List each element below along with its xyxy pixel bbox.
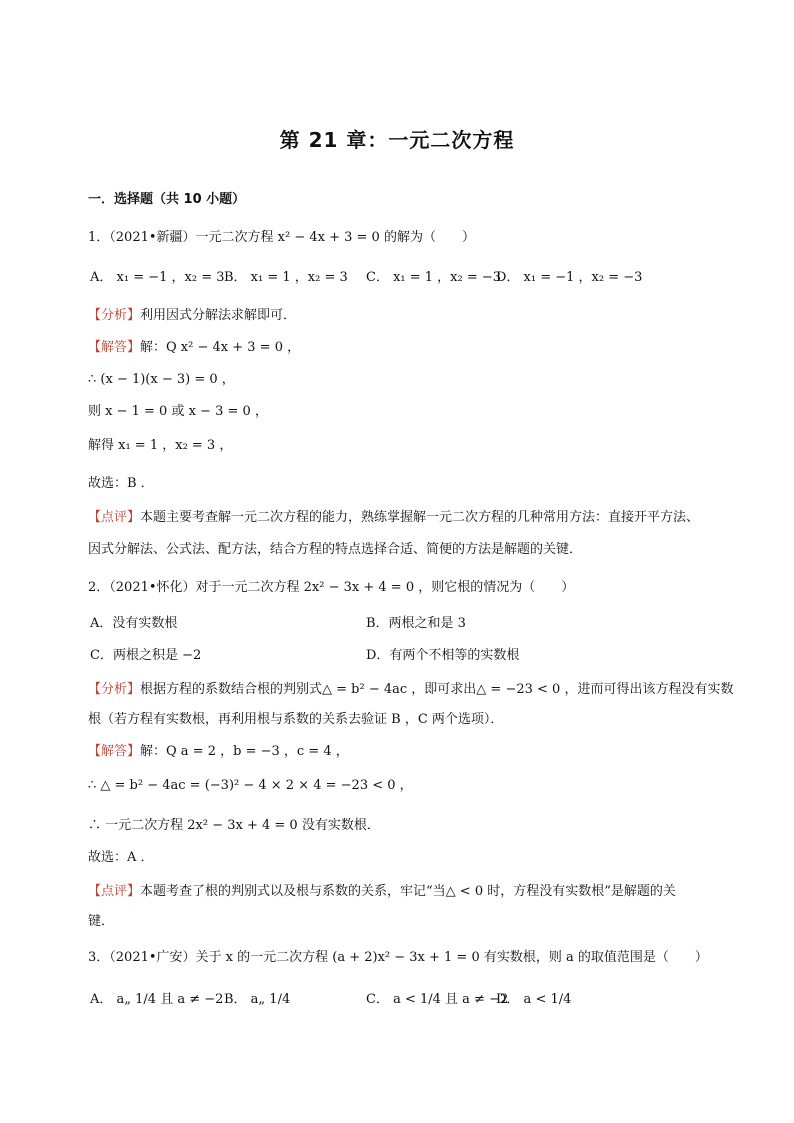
question-1-solution bbox=[88, 336, 300, 355]
review-line: 因式分解法、公式法、配方法，结合方程的特点选择合适、简便的方法是解题的关键． bbox=[88, 542, 583, 557]
section-heading: 一．选择题（共 10 小题） bbox=[88, 192, 246, 207]
analysis-tag: 【分析】 bbox=[88, 682, 141, 697]
question-1-option-b: B． x₁ = 1 ，x₂ = 3 bbox=[224, 270, 348, 285]
question-1-analysis bbox=[88, 304, 296, 323]
question-1-option-d: D． x₁ = −1 ，x₂ = −3 bbox=[496, 270, 643, 285]
solution-line: 故选：B ． bbox=[88, 476, 154, 491]
question-3-option-b: B． a„ 1/4 bbox=[224, 992, 291, 1007]
review-line: 本题主要考查解一元二次方程的能力，熟练掌握解一元二次方程的几种常用方法：直接开平方法、 bbox=[140, 510, 700, 525]
review-tag: 【点评】 bbox=[88, 510, 141, 525]
solution-line: 则 x − 1 = 0 或 x − 3 = 0 ， bbox=[88, 404, 268, 419]
analysis-text: 利用因式分解法求解即可． bbox=[140, 308, 297, 323]
page-title: 第 21 章：一元二次方程 bbox=[279, 128, 515, 152]
review-line: 键． bbox=[88, 914, 115, 929]
question-3-option-a: A． a„ 1/4 且 a ≠ −2 bbox=[90, 992, 224, 1007]
solution-line: ∴ 一元二次方程 2x² − 3x + 4 = 0 没有实数根． bbox=[88, 818, 380, 833]
question-2-option-c: C．两根之积是 −2 bbox=[90, 648, 202, 663]
question-3-stem: 3．（2021•广安）关于 x 的一元二次方程 (a + 2)x² − 3x + 1 = 0 有实数根，则 a 的取值范围是（ ） bbox=[88, 950, 708, 965]
analysis-line: 根据方程的系数结合根的判别式△ = b² − 4ac ，即可求出△ = −23 < 0 ，进而可得出该方程没有实数 bbox=[140, 682, 734, 697]
solution-line: 解：Q a = 2 ，b = −3 ，c = 4 ， bbox=[140, 744, 349, 759]
solution-tag: 【解答】 bbox=[88, 340, 141, 355]
solution-line: 解得 x₁ = 1 ，x₂ = 3 ， bbox=[88, 438, 233, 453]
solution-tag: 【解答】 bbox=[88, 744, 141, 759]
analysis-tag: 【分析】 bbox=[88, 308, 141, 323]
analysis-line: 根（若方程有实数根，再利用根与系数的关系去验证 B ，C 两个选项）． bbox=[88, 712, 504, 727]
question-1-review bbox=[88, 506, 699, 525]
question-2-analysis bbox=[88, 678, 733, 697]
question-2-option-b: B．两根之和是 3 bbox=[366, 616, 466, 631]
question-1-option-a: A． x₁ = −1 ，x₂ = 3 bbox=[90, 270, 225, 285]
question-2-review bbox=[88, 880, 676, 899]
question-2-solution bbox=[88, 740, 349, 759]
question-3-option-c: C． a < 1/4 且 a ≠ −2 bbox=[366, 992, 509, 1007]
question-1-stem: 1．（2021•新疆）一元二次方程 x² − 4x + 3 = 0 的解为（ ） bbox=[88, 230, 475, 245]
question-2-option-a: A．没有实数根 bbox=[90, 616, 178, 631]
question-3-option-d: D． a < 1/4 bbox=[496, 992, 572, 1007]
solution-line: 解：Q x² − 4x + 3 = 0 ， bbox=[140, 340, 301, 355]
review-line: 本题考查了根的判别式以及根与系数的关系，牢记“当△ < 0 时，方程没有实数根”是解题的关 bbox=[140, 884, 676, 899]
question-2-stem: 2．（2021•怀化）对于一元二次方程 2x² − 3x + 4 = 0 ，则它根的情况为（ ） bbox=[88, 580, 575, 595]
solution-line: ∴ (x − 1)(x − 3) = 0 ， bbox=[88, 372, 235, 387]
solution-line: ∴ △ = b² − 4ac = (−3)² − 4 × 2 × 4 = −23 < 0 ， bbox=[88, 778, 413, 793]
question-1-option-c: C． x₁ = 1 ，x₂ = −3 bbox=[366, 270, 502, 285]
review-tag: 【点评】 bbox=[88, 884, 141, 899]
solution-line: 故选：A ． bbox=[88, 850, 154, 865]
question-2-option-d: D．有两个不相等的实数根 bbox=[366, 648, 520, 663]
